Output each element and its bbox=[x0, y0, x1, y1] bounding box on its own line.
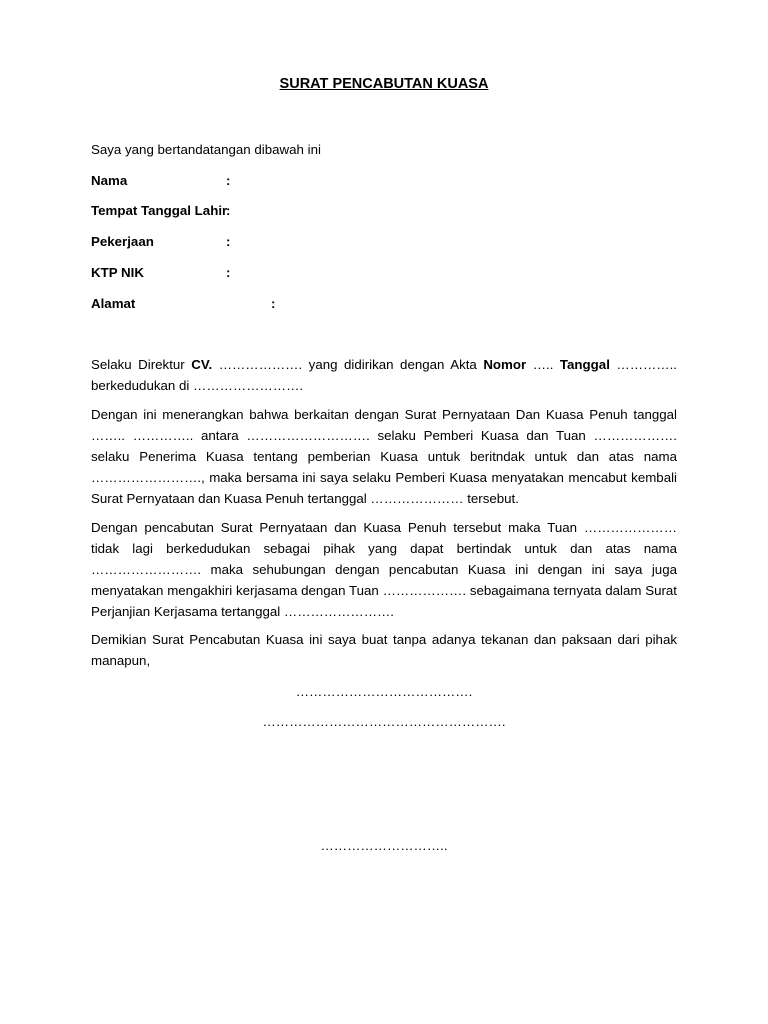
paragraph-director bbox=[91, 354, 677, 396]
para1-nomor: Nomor bbox=[483, 357, 527, 372]
para1-tanggal: Tanggal bbox=[559, 357, 610, 372]
para1-text-2: ………………. yang didirikan dengan Akta bbox=[212, 357, 484, 372]
field-colon: : bbox=[226, 265, 231, 280]
para1-cv: CV. bbox=[191, 357, 213, 372]
para1-text-3: ….. bbox=[526, 357, 560, 372]
field-colon: : bbox=[271, 296, 276, 311]
field-tempat-tanggal-lahir bbox=[91, 200, 231, 221]
field-alamat bbox=[91, 293, 276, 314]
field-pekerjaan bbox=[91, 231, 231, 252]
field-label: Tempat Tanggal Lahir bbox=[91, 203, 228, 218]
paragraph-statement: Dengan ini menerangkan bahwa berkaitan dengan Surat Pernyataan Dan Kuasa Penuh tanggal …….. ………….. antara ………………………. selaku Pemberi Kuasa dan Tuan ………………. selaku Penerima Kuasa tentang pemberian Kuasa untuk beritndak untuk dan atas nama ……………………., maka bersama ini saya selaku Pemberi Kuasa menyatakan mencabut kembali Surat Pernyataan dan Kuasa Penuh tertanggal ………………… tersebut. bbox=[91, 407, 677, 506]
field-colon: : bbox=[226, 203, 231, 218]
field-label: Pekerjaan bbox=[91, 234, 154, 249]
field-colon: : bbox=[226, 234, 231, 249]
signature-date: ………………………………………………. bbox=[262, 714, 506, 729]
para1-text-4: ………….. berkedudukan di ……………………. bbox=[91, 357, 677, 393]
field-label: KTP NIK bbox=[91, 265, 144, 280]
signature-name: ……………………….. bbox=[320, 838, 448, 853]
field-nama bbox=[91, 170, 231, 191]
signature-place: …………………………………. bbox=[295, 684, 473, 699]
paragraph-revocation: Dengan pencabutan Surat Pernyataan dan Kuasa Penuh tersebut maka Tuan ………………… tidak lagi berkedudukan sebagai pihak yang dapat bertindak untuk dan atas nama ……………………. maka sehubungan dengan pencabutan Kuasa ini dengan ini saya juga menyatakan mengakhiri kerjasama dengan Tuan ………………. sebagaimana ternyata dalam Surat Perjanjian Kerjasama tertanggal ……………………. bbox=[91, 520, 677, 619]
field-label: Nama bbox=[91, 173, 128, 188]
field-ktp-nik bbox=[91, 262, 231, 283]
field-colon: : bbox=[226, 173, 231, 188]
paragraph-closing: Demikian Surat Pencabutan Kuasa ini saya buat tanpa adanya tekanan dan paksaan dari pihak manapun, bbox=[91, 632, 677, 668]
field-label: Alamat bbox=[91, 296, 136, 311]
para1-text-1: Selaku Direktur bbox=[91, 357, 192, 372]
intro-text: Saya yang bertandatangan dibawah ini bbox=[91, 142, 321, 157]
document-title: SURAT PENCABUTAN KUASA bbox=[279, 76, 489, 92]
